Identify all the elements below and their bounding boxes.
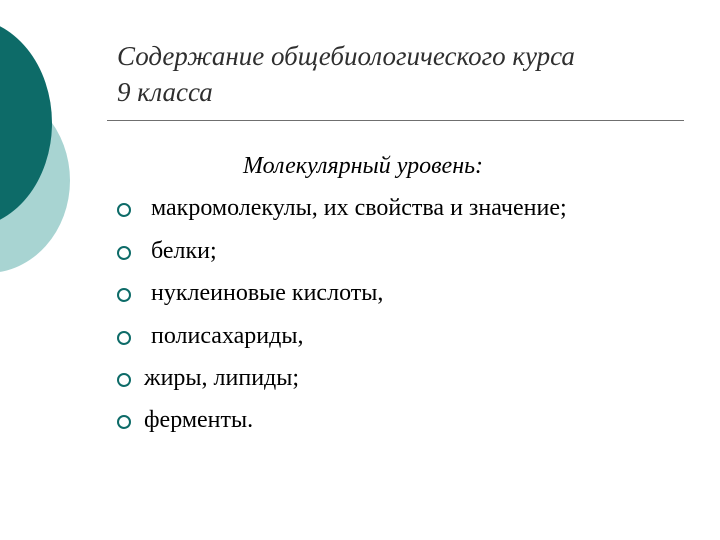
list-item-text: полисахариды, (151, 323, 304, 349)
slide-title-line-2: 9 класса (117, 77, 213, 107)
circle-bullet-icon (117, 331, 131, 345)
title-divider (107, 120, 684, 121)
list-item-text: нуклеиновые кислоты, (151, 280, 384, 306)
list-item-text: белки; (151, 238, 217, 264)
list-item-text: жиры, липиды; (144, 365, 300, 391)
slide-title-line-1: Содержание общебиологического курса (117, 41, 575, 71)
circle-bullet-icon (117, 288, 131, 302)
circle-bullet-icon (117, 246, 131, 260)
section-subheading: Молекулярный уровень: (243, 153, 484, 179)
list-item-text: макромолекулы, их свойства и значение; (151, 195, 567, 221)
circle-bullet-icon (117, 373, 131, 387)
decorative-circles (0, 0, 120, 300)
list-item-text: ферменты. (144, 407, 254, 433)
circle-bullet-icon (117, 415, 131, 429)
circle-bullet-icon (117, 203, 131, 217)
slide-title (117, 38, 697, 110)
